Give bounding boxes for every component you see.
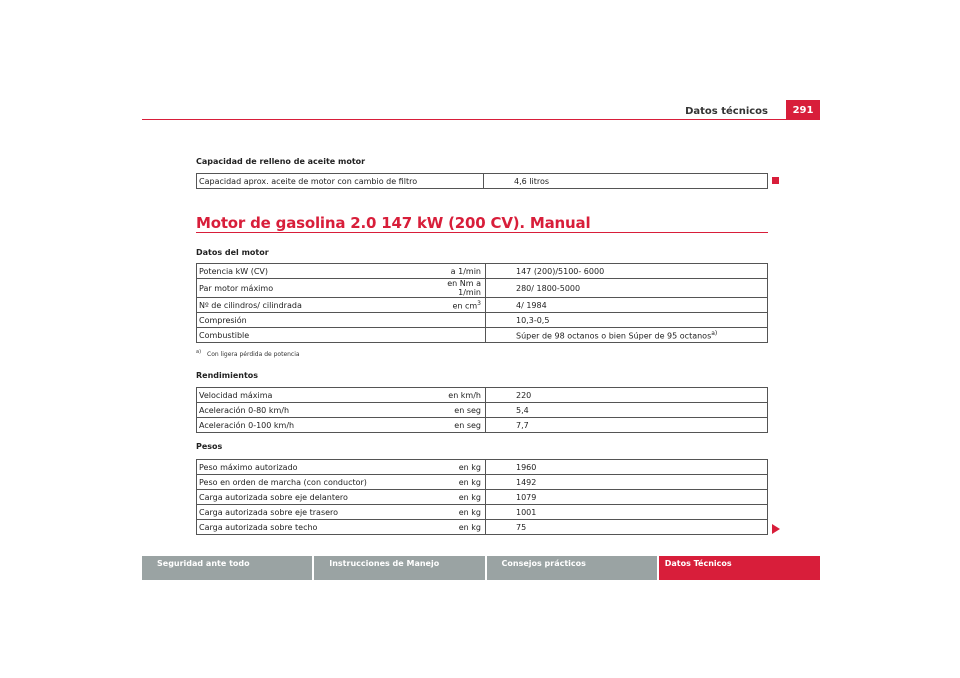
table-row: [197, 279, 768, 298]
row-unit: en kg: [437, 520, 486, 535]
title-divider: [196, 232, 768, 233]
row-unit: a 1/min: [437, 264, 486, 279]
row-value: 1001: [486, 505, 768, 520]
table-row: [197, 505, 768, 520]
engine-section-label: Datos del motor: [196, 248, 269, 257]
row-value: 280/ 1800-5000: [486, 279, 768, 298]
row-name: Aceleración 0-100 km/h: [197, 418, 438, 433]
row-name: Nº de cilindros/ cilindrada: [197, 298, 438, 313]
row-unit: en kg: [437, 490, 486, 505]
row-value: 7,7: [486, 418, 768, 433]
row-unit: en seg: [437, 418, 486, 433]
row-value: 1492: [486, 475, 768, 490]
performance-section-label: Rendimientos: [196, 371, 259, 380]
row-unit: [437, 298, 486, 313]
row-name: Carga autorizada sobre eje delantero: [197, 490, 438, 505]
table-row: [197, 403, 768, 418]
footnote-mark: a): [196, 349, 202, 355]
row-value: 1079: [486, 490, 768, 505]
footnote-text: Con ligera pérdida de potencia: [207, 351, 300, 358]
row-value: 220: [486, 388, 768, 403]
table-row: [197, 475, 768, 490]
unit-text: en cm: [452, 301, 478, 311]
nav-tab-datos-tecnicos[interactable]: Datos Técnicos: [659, 556, 820, 580]
table-row: [197, 490, 768, 505]
row-value: 1960: [486, 460, 768, 475]
row-value: 4,6 litros: [484, 174, 768, 189]
table-row: [197, 264, 768, 279]
row-value: 10,3-0,5: [486, 313, 768, 328]
row-name: Capacidad aprox. aceite de motor con cambio de filtro: [197, 174, 484, 189]
row-name: Par motor máximo: [197, 279, 438, 298]
continue-arrow-icon: [772, 524, 780, 534]
row-name: Velocidad máxima: [197, 388, 438, 403]
row-unit: en kg: [437, 505, 486, 520]
performance-table: [196, 387, 768, 433]
row-name: Carga autorizada sobre eje trasero: [197, 505, 438, 520]
table-row: [197, 298, 768, 313]
row-value: 4/ 1984: [486, 298, 768, 313]
chapter-nav: [142, 556, 820, 580]
nav-tab-seguridad[interactable]: Seguridad ante todo: [142, 556, 312, 580]
table-row: [197, 388, 768, 403]
row-value: 5,4: [486, 403, 768, 418]
unit-superscript: 3: [477, 299, 481, 307]
oil-table: [196, 173, 768, 189]
nav-tab-consejos[interactable]: Consejos prácticos: [487, 556, 657, 580]
row-unit: [437, 313, 486, 328]
footnote: [196, 349, 300, 358]
page-number: 291: [786, 100, 820, 120]
row-name: Aceleración 0-80 km/h: [197, 403, 438, 418]
page-header-title: Datos técnicos: [685, 106, 768, 117]
row-name: Compresión: [197, 313, 438, 328]
table-row: [197, 174, 768, 189]
row-unit: en kg: [437, 460, 486, 475]
row-value: 75: [486, 520, 768, 535]
nav-tab-instrucciones[interactable]: Instrucciones de Manejo: [314, 556, 484, 580]
row-unit: en kg: [437, 475, 486, 490]
section-end-marker: [772, 177, 779, 184]
header-divider: [142, 119, 820, 120]
row-unit: en Nm a 1/min: [437, 279, 486, 298]
row-name: Peso en orden de marcha (con conductor): [197, 475, 438, 490]
table-row: [197, 328, 768, 343]
engine-table: [196, 263, 768, 343]
oil-section-label: Capacidad de relleno de aceite motor: [196, 157, 366, 166]
row-name: Combustible: [197, 328, 438, 343]
row-name: Peso máximo autorizado: [197, 460, 438, 475]
row-value: 147 (200)/5100- 6000: [486, 264, 768, 279]
row-name: Potencia kW (CV): [197, 264, 438, 279]
row-name: Carga autorizada sobre techo: [197, 520, 438, 535]
row-unit: [437, 328, 486, 343]
row-unit: en km/h: [437, 388, 486, 403]
weights-section-label: Pesos: [196, 442, 223, 451]
footnote-ref: a): [711, 329, 718, 337]
weights-table: [196, 459, 768, 535]
table-row: [197, 418, 768, 433]
table-row: [197, 313, 768, 328]
table-row: [197, 460, 768, 475]
row-unit: en seg: [437, 403, 486, 418]
value-text: Súper de 98 octanos o bien Súper de 95 octanos: [516, 331, 712, 341]
row-value: [486, 328, 768, 343]
table-row: [197, 520, 768, 535]
section-title: Motor de gasolina 2.0 147 kW (200 CV). Manual: [196, 214, 591, 232]
